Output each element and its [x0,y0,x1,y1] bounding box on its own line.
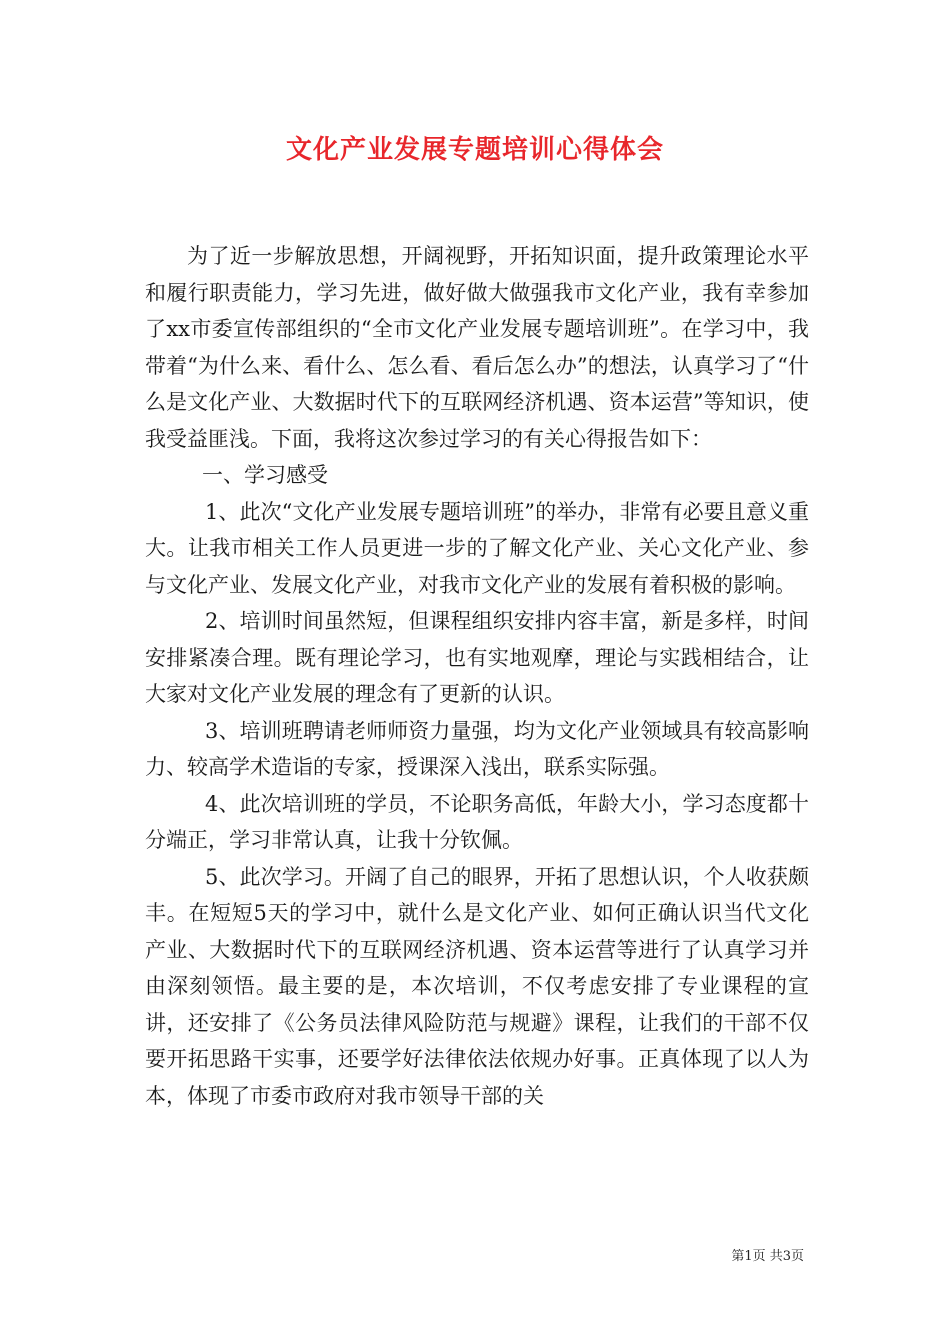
document-body [145,238,809,1114]
page-number-footer: 第1页 共3页 [731,1249,804,1264]
paragraph-intro: 为了近一步解放思想，开阔视野，开拓知识面，提升政策理论水平和履行职责能力，学习先进，做好做大做强我市文化产业，我有幸参加了xx市委宣传部组织的“全市文化产业发展专题培训班”。在学习中，我带着“为什么来、看什么、怎么看、看后怎么办”的想法，认真学习了“什么是文化产业、大数据时代下的互联网经济机遇、资本运营”等知识，使我受益匪浅。下面，我将这次参过学习的有关心得报告如下： [145,244,809,451]
paragraph-item-4: 4、此次培训班的学员，不论职务高低，年龄大小，学习态度都十分端正，学习非常认真，让我十分钦佩。 [145,791,809,852]
paragraph-item-2: 2、培训时间虽然短，但课程组织安排内容丰富，新是多样，时间安排紧凑合理。既有理论学习，也有实地观摩，理论与实践相结合，让大家对文化产业发展的理念有了更新的认识。 [145,609,809,706]
section-heading: 一、学习感受 [202,463,328,487]
document-title: 文化产业发展专题培训心得体会 [285,135,664,165]
paragraph-item-5: 5、此次学习。开阔了自己的眼界，开拓了思想认识，个人收获颇丰。在短短5天的学习中，就什么是文化产业、如何正确认识当代文化产业、大数据时代下的互联网经济机遇、资本运营等进行了认真学习并由深刻领悟。最主要的是，本次培训，不仅考虑安排了专业课程的宣讲，还安排了《公务员法律风险防范与规避》课程，让我们的干部不仅要开拓思路干实事，还要学好法律依法依规办好事。正真体现了以人为本，体现了市委市政府对我市领导干部的关 [145,864,809,1108]
paragraph-item-1: 1、此次“文化产业发展专题培训班”的举办，非常有必要且意义重大。让我市相关工作人员更进一步的了解文化产业、关心文化产业、参与文化产业、发展文化产业，对我市文化产业的发展有着积极的影响。 [145,499,809,597]
paragraph-item-3: 3、培训班聘请老师师资力量强，均为文化产业领域具有较高影响力、较高学术造诣的专家，授课深入浅出，联系实际强。 [145,718,809,779]
